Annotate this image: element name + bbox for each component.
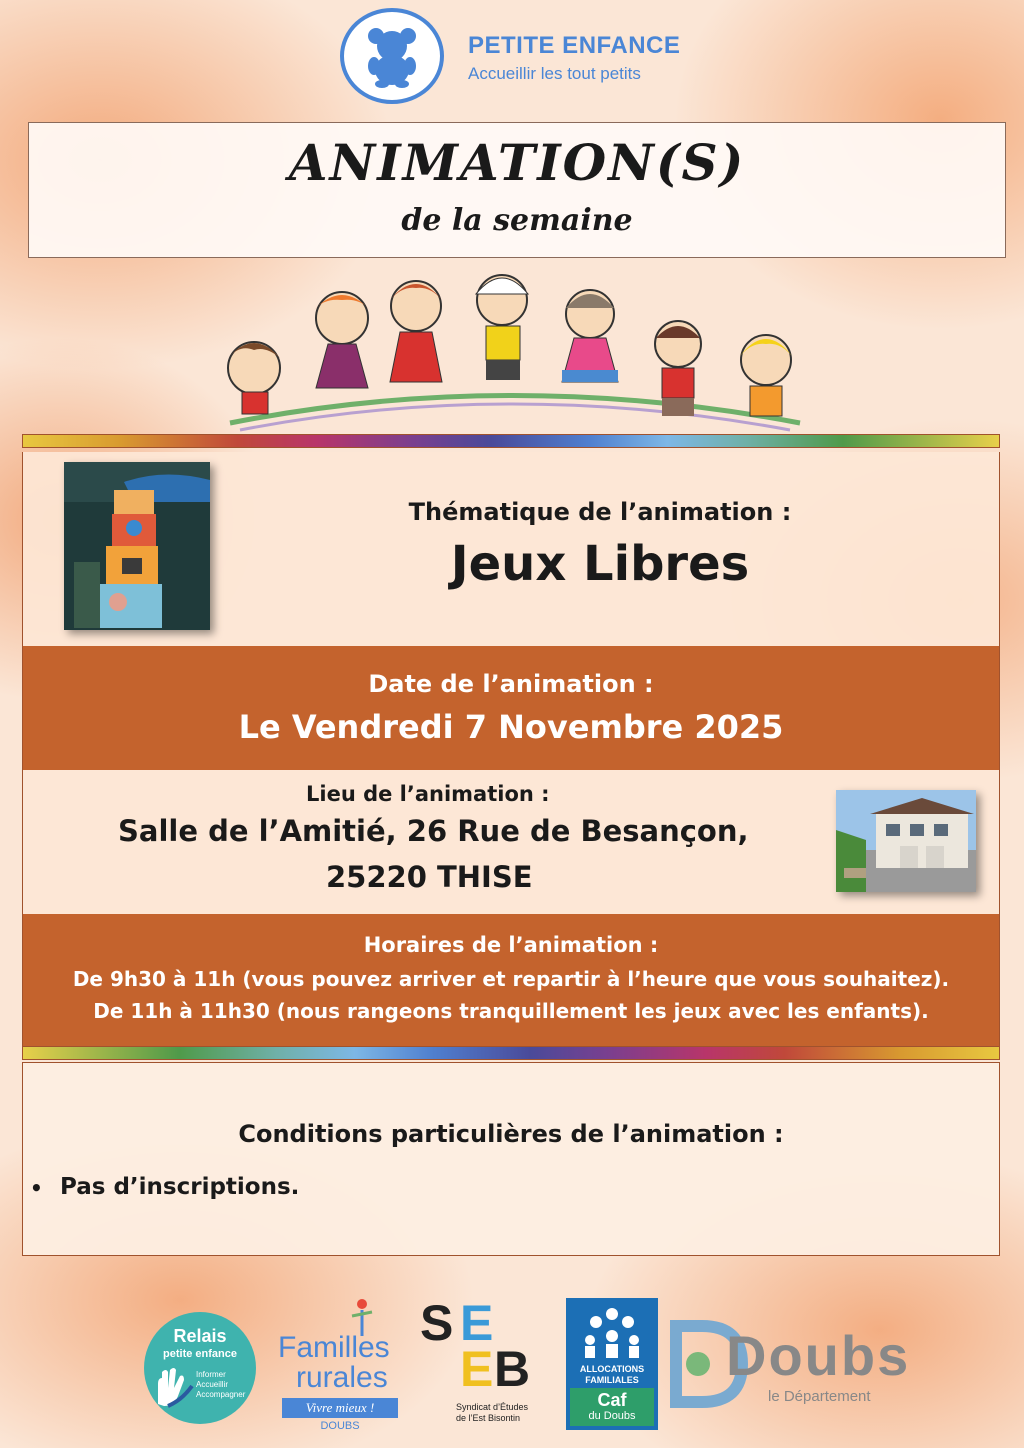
doubs-name: Doubs — [726, 1324, 911, 1387]
caf-line1: ALLOCATIONS — [579, 1364, 645, 1374]
rainbow-divider-bottom — [22, 1046, 1000, 1060]
familles-line1: Familles — [278, 1331, 390, 1364]
relais-title: Relais — [173, 1326, 227, 1346]
family-figures-icon — [580, 1306, 644, 1360]
place-address-line2: 25220 THISE — [326, 860, 533, 894]
list-item: Pas d’inscriptions. — [60, 1174, 300, 1200]
title-box — [28, 122, 1006, 258]
relais-tag-1: Informer — [196, 1370, 226, 1379]
seeb-caption-1: Syndicat d’Études — [456, 1402, 529, 1412]
children-illustration — [210, 258, 820, 438]
teddy-bear-icon — [340, 8, 444, 104]
caf-line3: Caf — [597, 1390, 627, 1410]
toy-blocks-photo — [64, 462, 210, 630]
seeb-letter-e2: E — [460, 1341, 494, 1397]
date-value: Le Vendredi 7 Novembre 2025 — [238, 708, 784, 746]
seeb-letter-s: S — [420, 1295, 454, 1351]
hand-icon — [152, 1364, 196, 1408]
logo-title: PETITE ENFANCE — [468, 32, 681, 59]
relais-petite-enfance-logo — [144, 1312, 256, 1424]
conditions-label: Conditions particulières de l’animation : — [238, 1120, 784, 1148]
petite-enfance-logo — [340, 8, 700, 104]
rainbow-divider-top — [22, 434, 1000, 448]
relais-tag-3: Accompagner — [196, 1390, 246, 1399]
page-title: ANIMATION(S) — [288, 133, 746, 192]
caf-line4: du Doubs — [588, 1410, 636, 1422]
seeb-logo — [420, 1295, 550, 1430]
hours-label: Horaires de l’animation : — [363, 933, 659, 957]
logo-subtitle: Accueillir les tout petits — [468, 64, 641, 83]
page-subtitle: de la semaine — [401, 203, 633, 238]
conditions-box — [22, 1062, 1000, 1256]
familles-region: DOUBS — [320, 1420, 360, 1432]
list-bullet: • — [30, 1176, 43, 1200]
place-label: Lieu de l’animation : — [306, 782, 550, 806]
seeb-letter-b: B — [494, 1341, 531, 1397]
seeb-caption-2: de l’Est Bisontin — [456, 1413, 521, 1423]
familles-line2: rurales — [296, 1361, 388, 1394]
building-photo — [836, 790, 976, 892]
theme-label: Thématique de l’animation : — [408, 498, 792, 526]
date-label: Date de l’animation : — [368, 670, 654, 698]
place-address-line1: Salle de l’Amitié, 26 Rue de Besançon, — [118, 814, 749, 848]
familles-rurales-logo — [278, 1298, 402, 1434]
caf-line2: FAMILIALES — [585, 1375, 639, 1385]
relais-tag-2: Accueillir — [196, 1380, 229, 1389]
seeb-letter-e1: E — [460, 1295, 494, 1351]
theme-value: Jeux Libres — [450, 536, 750, 592]
familles-tagline: Vivre mieux ! — [282, 1398, 398, 1418]
hours-line-1: De 9h30 à 11h (vous pouvez arriver et repartir à l’heure que vous souhaitez). — [72, 967, 950, 991]
doubs-caption: le Département — [768, 1388, 871, 1405]
caf-logo — [566, 1298, 658, 1430]
relais-subtitle: petite enfance — [163, 1348, 237, 1360]
doubs-departement-logo — [668, 1316, 911, 1412]
hours-line-2: De 11h à 11h30 (nous rangeons tranquillement les jeux avec les enfants). — [93, 999, 929, 1023]
